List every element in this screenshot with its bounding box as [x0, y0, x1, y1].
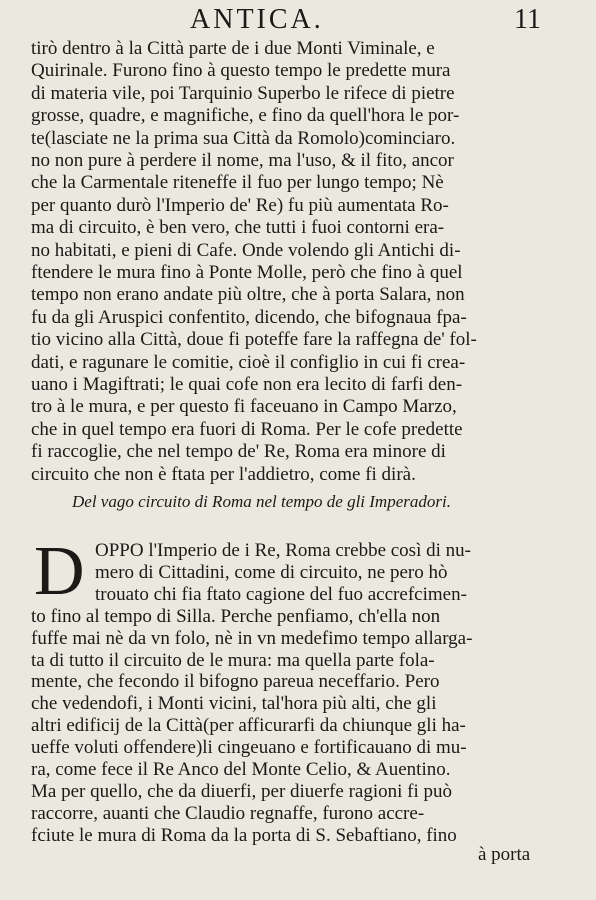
- text-line: mero di Cittadini, come di circuito, ne pero hò: [95, 561, 448, 583]
- text-line: dati, e ragunare le comitie, cioè il configlio in cui fi crea-: [31, 351, 466, 373]
- text-line: che in quel tempo era fuori di Roma. Per le cofe predette: [31, 418, 463, 440]
- drop-cap: D: [34, 533, 85, 610]
- section-heading: Del vago circuito di Roma nel tempo de gli Imperadori.: [72, 492, 451, 511]
- text-line: tio vicino alla Città, doue fi poteffe fare la raffegna de' fol-: [31, 329, 477, 351]
- text-line: ftendere le mura fino à Ponte Molle, però che fino à quel: [31, 262, 463, 283]
- text-line: fi raccoglie, che nel tempo de' Re, Roma era minore di: [31, 441, 446, 463]
- text-line: grosse, quadre, e magnifiche, e fino da quell'hora le por-: [31, 105, 460, 127]
- text-line: fu da gli Aruspici confentito, dicendo, che bifognaua fpa-: [31, 306, 467, 328]
- text-line: fuffe mai nè da vn folo, nè in vn medefimo tempo allarga-: [31, 627, 473, 649]
- text-line: Ma per quello, che da diuerfi, per diuerfe ragioni fi può: [31, 780, 453, 802]
- text-line: no habitati, e pieni di Cafe. Onde volendo gli Antichi di-: [31, 239, 461, 261]
- text-line: te(lasciate ne la prima sua Città da Romolo)cominciaro.: [31, 127, 456, 149]
- text-line: trouato chi fia ftato cagione del fuo accrefcimen-: [95, 583, 467, 605]
- running-title: ANTICA.: [190, 4, 324, 35]
- text-line: per quanto durò l'Imperio de' Re) fu più aumentata Ro-: [31, 194, 449, 216]
- text-line: circuito che non è ftata per l'addietro, come fi dirà.: [31, 463, 416, 485]
- text-line: uano i Magiftrati; le quai cofe non era lecito di farfi den-: [31, 374, 463, 395]
- text-line: tro à le mura, e per questo fi faceuano in Campo Marzo,: [31, 396, 457, 418]
- text-line: ma di circuito, è ben vero, che tutti i fuoi contorni era-: [31, 217, 445, 239]
- text-line: raccorre, auanti che Claudio regnaffe, furono accre-: [31, 802, 425, 824]
- text-line: no non pure à perdere il nome, ma l'uso, & il fito, ancor: [31, 150, 454, 171]
- text-line: ra, come fece il Re Anco del Monte Celio, & Auentino.: [31, 759, 451, 780]
- text-line: mente, che fecondo il bifogno pareua neceffario. Pero: [31, 671, 440, 693]
- catchword: à porta: [478, 844, 531, 865]
- text-line: Quirinale. Furono fino à questo tempo le predette mura: [31, 60, 451, 82]
- text-line: fciute le mura di Roma da la porta di S. Sebaftiano, fino: [31, 824, 457, 846]
- text-line: altri edificij de la Città(per afficurarfi da chiunque gli ha-: [31, 715, 466, 737]
- text-line: che la Carmentale riteneffe il fuo per lungo tempo; Nè: [31, 172, 444, 194]
- text-line: to fino al tempo di Silla. Perche penfiamo, ch'ella non: [31, 605, 441, 627]
- text-line: ueffe voluti offendere)li cingeuano e fortificauano di mu-: [31, 737, 467, 759]
- text-line: ta di tutto il circuito de le mura: ma quella parte fola-: [31, 649, 435, 671]
- page-number: 11: [514, 4, 541, 35]
- text-line: tirò dentro à la Città parte de i due Monti Viminale, e: [31, 38, 435, 59]
- text-line: tempo non erano andate più oltre, che à porta Salara, non: [31, 284, 465, 306]
- text-line: che vedendofi, i Monti vicini, tal'hora più alti, che gli: [31, 693, 437, 715]
- text-line: di materia vile, poi Tarquinio Superbo le rifece di pietre: [31, 82, 455, 104]
- text-line: OPPO l'Imperio de i Re, Roma crebbe così di nu-: [95, 540, 471, 561]
